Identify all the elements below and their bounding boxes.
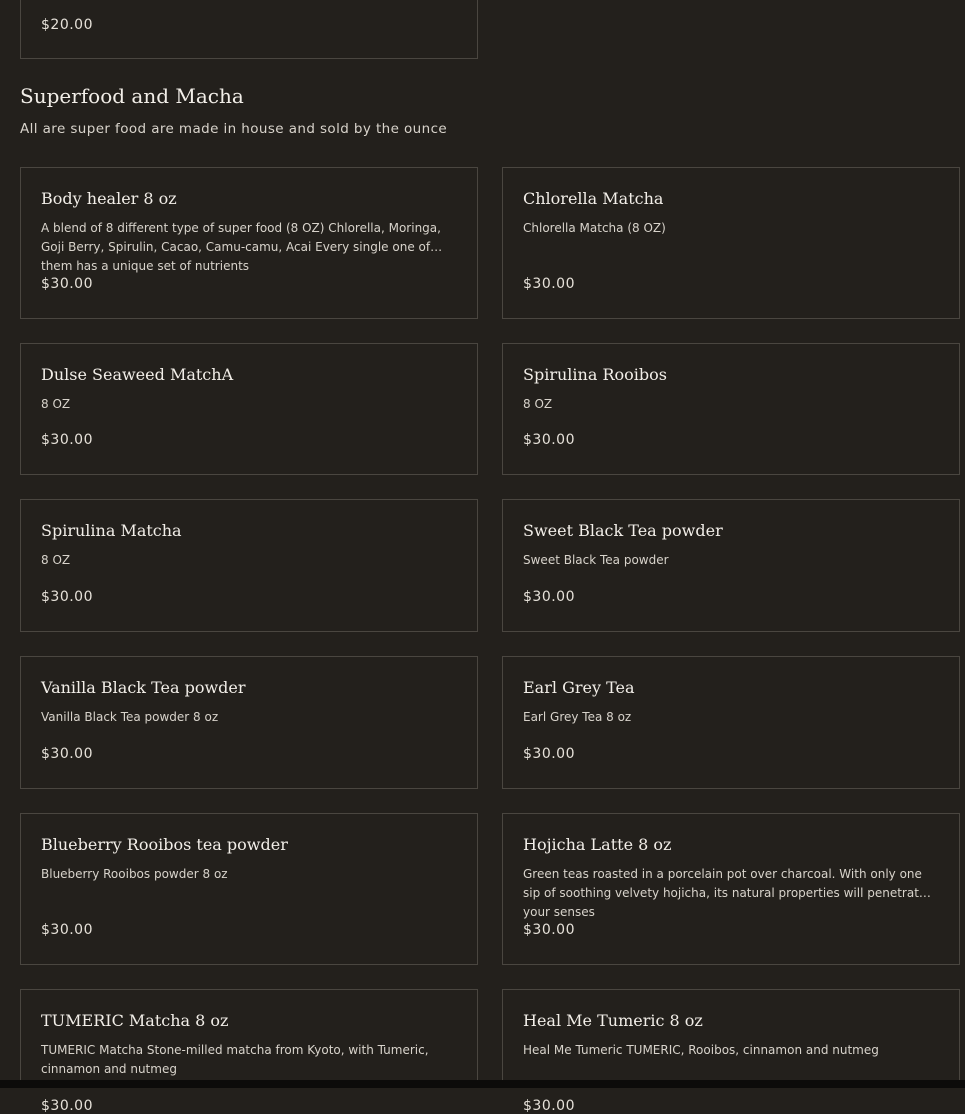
menu-item-card[interactable] — [502, 656, 960, 789]
menu-item-description: 8 OZ — [523, 397, 553, 411]
menu-item-card[interactable] — [502, 499, 960, 632]
bottom-edge-bar — [0, 1080, 965, 1088]
menu-item-price: $30.00 — [523, 746, 575, 762]
menu-item-description: Chlorella Matcha (8 OZ) — [523, 221, 666, 235]
menu-item-description: Earl Grey Tea 8 oz — [523, 710, 632, 724]
menu-item-price: $30.00 — [523, 589, 575, 605]
menu-item-card[interactable] — [502, 989, 960, 1114]
menu-item-name: Spirulina Matcha — [41, 521, 182, 540]
menu-item-price: $30.00 — [523, 1098, 575, 1114]
menu-item-name: TUMERIC Matcha 8 oz — [41, 1011, 229, 1030]
menu-item-name: Body healer 8 oz — [41, 189, 177, 208]
menu-item-card[interactable] — [502, 167, 960, 319]
menu-item-card[interactable] — [502, 343, 960, 475]
menu-item-name: Spirulina Rooibos — [523, 365, 667, 384]
menu-item-name: Earl Grey Tea — [523, 678, 635, 697]
menu-item-price: $30.00 — [41, 276, 93, 292]
menu-item-name: Sweet Black Tea powder — [523, 521, 723, 540]
menu-item-card[interactable] — [20, 656, 478, 789]
menu-item-name: Hojicha Latte 8 oz — [523, 835, 672, 854]
menu-item-description: Vanilla Black Tea powder 8 oz — [41, 710, 219, 724]
section-subtitle: All are super food are made in house and sold by the ounce — [20, 121, 448, 137]
menu-item-description: Heal Me Tumeric TUMERIC, Rooibos, cinnamon and nutmeg — [523, 1043, 879, 1057]
menu-item-name: Dulse Seaweed MatchA — [41, 365, 234, 384]
menu-item-description: Green teas roasted in a porcelain pot over charcoal. With only one sip of soothing velvety hojicha, its natural properties will penetrate your senses — [523, 867, 927, 919]
menu-item-price: $30.00 — [41, 589, 93, 605]
menu-item-card[interactable] — [20, 343, 478, 475]
menu-item-card[interactable] — [20, 989, 478, 1114]
menu-item-description: TUMERIC Matcha Stone-milled matcha from Kyoto, with Tumeric, cinnamon and nutmeg — [41, 1043, 429, 1076]
menu-item-card-previous[interactable] — [20, 0, 478, 59]
menu-item-card[interactable] — [20, 167, 478, 319]
menu-item-name: Blueberry Rooibos tea powder — [41, 835, 288, 854]
menu-item-name: Vanilla Black Tea powder — [41, 678, 246, 697]
menu-item-description: Sweet Black Tea powder — [523, 553, 669, 567]
menu-item-card[interactable] — [502, 813, 960, 965]
menu-item-price: $30.00 — [41, 922, 93, 938]
menu-item-price: $30.00 — [523, 432, 575, 448]
menu-item-price: $30.00 — [41, 432, 93, 448]
menu-item-price: $30.00 — [41, 746, 93, 762]
menu-item-price: $30.00 — [41, 1098, 93, 1114]
menu-item-name: Chlorella Matcha — [523, 189, 664, 208]
menu-item-card[interactable] — [20, 499, 478, 632]
menu-item-description: Blueberry Rooibos powder 8 oz — [41, 867, 228, 881]
menu-item-price: $30.00 — [523, 922, 575, 938]
section-title: Superfood and Macha — [20, 84, 244, 108]
menu-item-description: A blend of 8 different type of super food (8 OZ) Chlorella, Moringa, Goji Berry, Spirulin, Cacao, Camu-camu, Acai Every single one of them has a unique set of nutrients — [41, 221, 441, 273]
menu-item-price: $30.00 — [523, 276, 575, 292]
menu-item-price: $20.00 — [41, 17, 93, 33]
menu-item-card[interactable] — [20, 813, 478, 965]
menu-item-description: 8 OZ — [41, 397, 71, 411]
menu-item-name: Heal Me Tumeric 8 oz — [523, 1011, 703, 1030]
menu-item-description: 8 OZ — [41, 553, 71, 567]
